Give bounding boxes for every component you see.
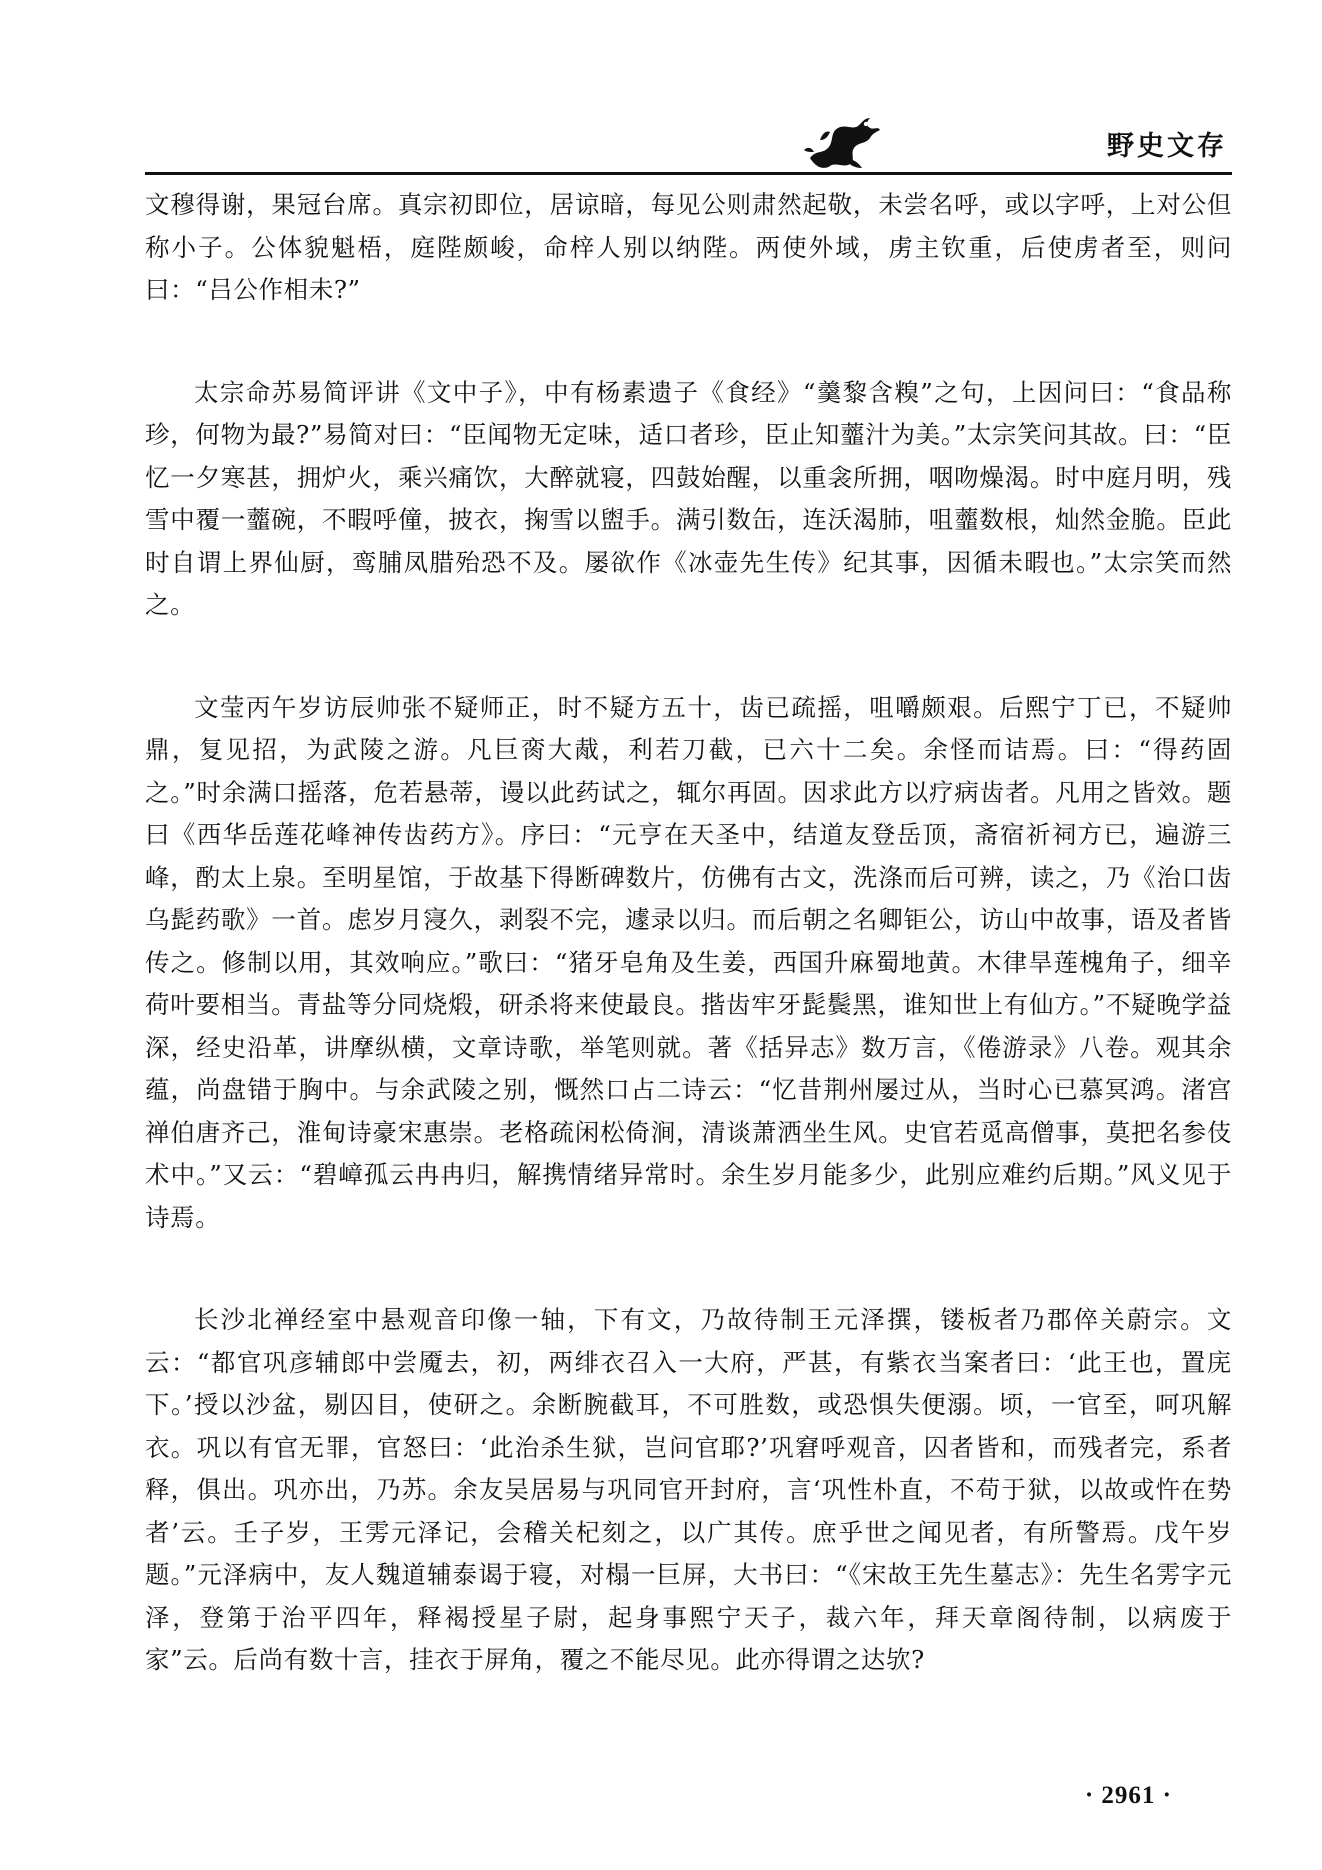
paragraph: 太宗命苏易简评讲《文中子》，中有杨素遗子《食经》“羹黎含糗”之句，上因问曰：“食品称珍，何物为最?”易简对曰：“臣闻物无定味，适口者珍，臣止知虀汁为美。”太宗笑问其故。曰：“臣忆一夕寒甚，拥炉火，乘兴痛饮，大醉就寝，四鼓始醒，以重衾所拥，咽吻燥渴。时中庭月明，残雪中覆一虀碗，不暇呼僮，披衣，掬雪以盥手。满引数缶，连沃渴肺，咀虀数根，灿然金脆。臣此时自谓上界仙厨，鸾脯凤腊殆恐不及。屡欲作《冰壶先生传》纪其事，因循未暇也。”太宗笑而然之。 <box>145 377 1232 619</box>
paragraph: 文穆得谢，果冠台席。真宗初即位，居谅暗，每见公则肃然起敬，未尝名呼，或以字呼，上对公但称小子。公体貌魁梧，庭陛颇峻，命梓人别以纳陛。两使外域，虏主钦重，后使虏者至，则问曰：“吕公作相未?” <box>145 190 1232 304</box>
page-number: · 2961 · <box>1084 1782 1172 1809</box>
paragraph-spacer <box>145 1239 1232 1299</box>
article-body <box>145 184 1232 1682</box>
paragraph: 文莹丙午岁访辰帅张不疑师正，时不疑方五十，齿已疏摇，咀嚼颇艰。后熙宁丁已，不疑帅鼎，复见招，为武陵之游。凡巨脔大胾，利若刀截，已六十二矣。余怪而诘焉。曰：“得药固之。”时余满口摇落，危若悬蒂，谩以此药试之，辄尔再固。因求此方以疗病齿者。凡用之皆效。题曰《西华岳莲花峰神传齿药方》。序曰：“元亨在天圣中，结道友登岳顶，斋宿祈祠方已，遍游三峰，酌太上泉。至明星馆，于故基下得断碑数片，仿佛有古文，洗涤而后可辨，读之，乃《治口齿乌髭药歌》一首。虑岁月寖久，剥裂不完，遽录以归。而后朝之名卿钜公，访山中故事，语及者皆传之。修制以用，其效响应。”歌曰：“猪牙皂角及生姜，西国升麻蜀地黄。木律旱莲槐角子，细辛荷叶要相当。青盐等分同烧煅，研杀将来使最良。揩齿牢牙髭鬓黑，谁知世上有仙方。”不疑晚学益深，经史沿革，讲摩纵横，文章诗歌，举笔则就。著《括异志》数万言，《倦游录》八卷。观其余蕴，尚盘错于胸中。与余武陵之别，慨然口占二诗云：“忆昔荆州屡过从，当时心已慕冥鸿。渚宫禅伯唐齐己，淮甸诗豪宋惠崇。老格疏闲松倚涧，清谈萧洒坐生风。史官若觅高僧事，莫把名参伎术中。”又云：“碧嶂孤云冉冉归，解携情绪异常时。余生岁月能多少，此别应难约后期。”风义见于诗焉。 <box>145 692 1232 1232</box>
section-title: 野史文存 <box>1107 131 1227 162</box>
header-divider <box>145 172 1232 175</box>
paragraph-spacer <box>145 312 1232 372</box>
dragon-icon <box>800 110 886 172</box>
paragraph: 长沙北禅经室中悬观音印像一轴，下有文，乃故待制王元泽撰，镂板者乃郡倅关蔚宗。文云：“都官巩彦辅郎中尝魇去，初，两绯衣召入一大府，严甚，有紫衣当案者曰：‘此王也，置庑下。’授以沙盆，剔囚目，使研之。余断腕截耳，不可胜数，或恐惧失便溺。顷，一官至，呵巩解衣。巩以有官无罪，官怒曰：‘此治杀生狱，岂问官耶?’巩窘呼观音，囚者皆和，而残者完，系者释，俱出。巩亦出，乃苏。余友吴居易与巩同官开封府，言‘巩性朴直，不苟于狱，以故或忤在势者’云。壬子岁，王雱元泽记，会稽关杞刻之，以广其传。庶乎世之闻见者，有所警焉。戊午岁题。”元泽病中，友人魏道辅泰谒于寝，对榻一巨屏，大书曰：“《宋故王先生墓志》：先生名雱字元泽，登第于治平四年，释褐授星子尉，起身事熙宁天子，裁六年，拜天章阁待制，以病废于家”云。后尚有数十言，挂衣于屏角，覆之不能尽见。此亦得谓之达欤? <box>145 1305 1232 1674</box>
paragraph-spacer <box>145 627 1232 687</box>
page-header <box>0 0 1322 180</box>
